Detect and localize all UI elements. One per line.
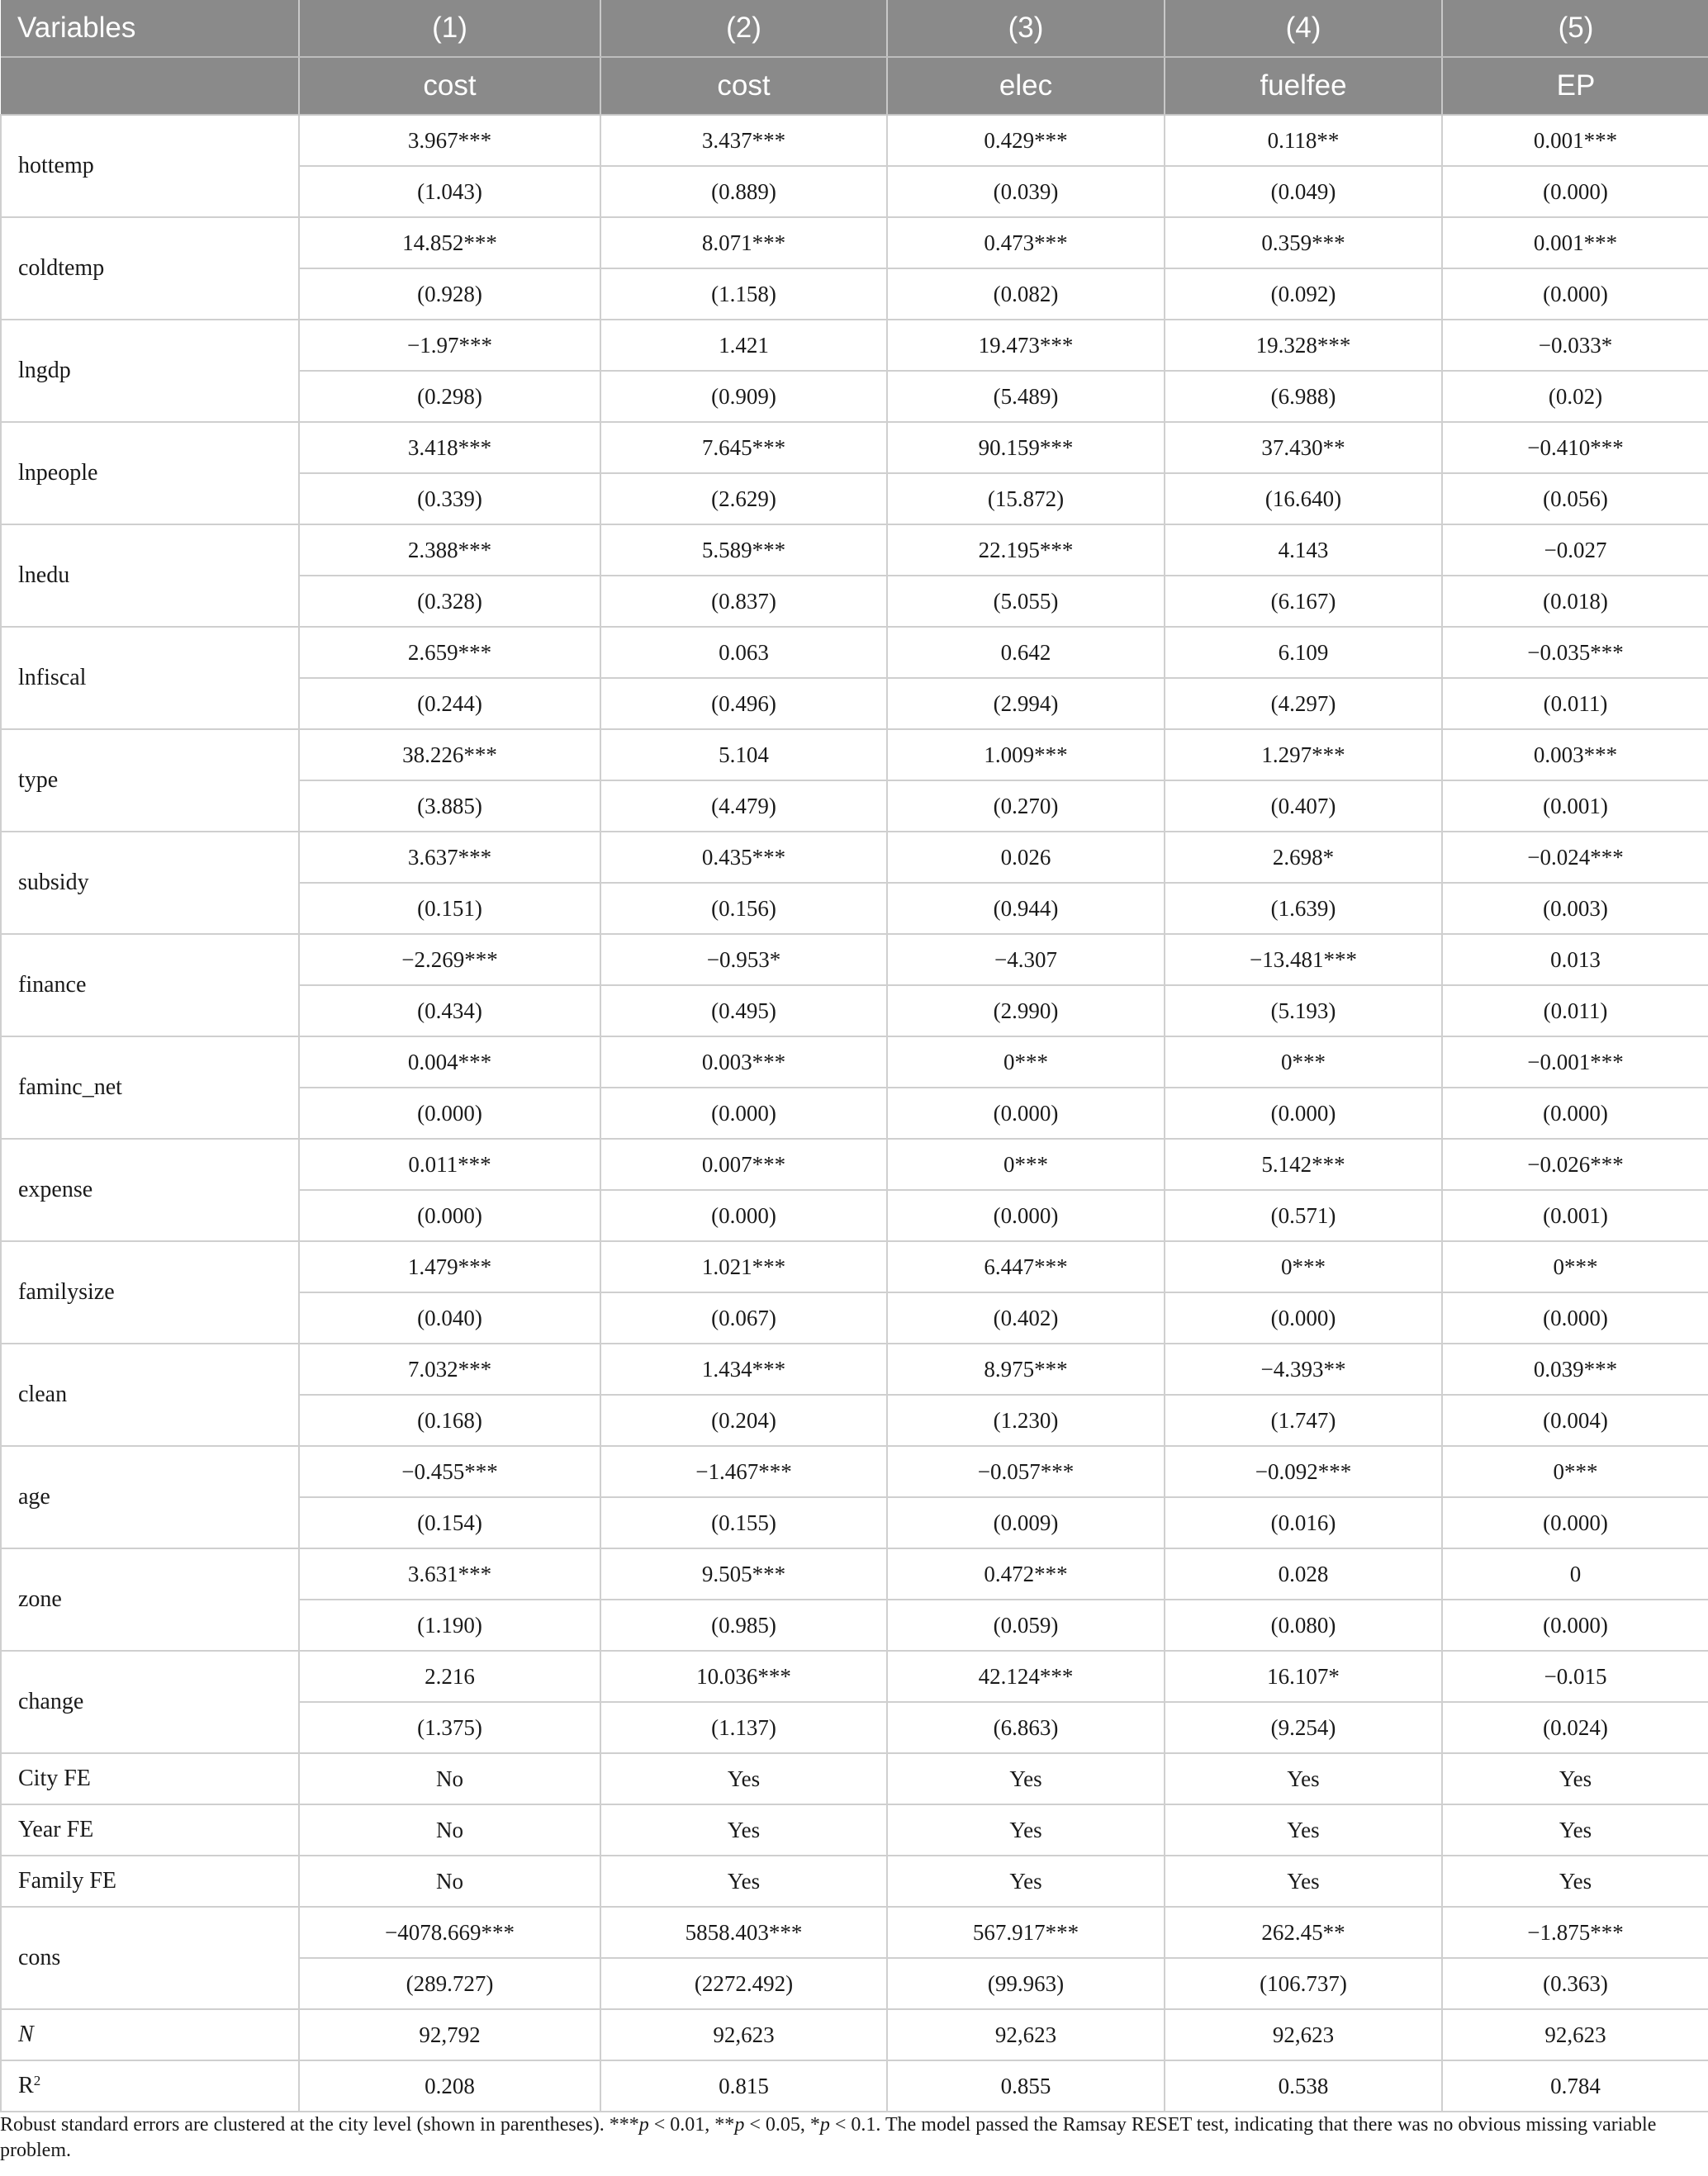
coefficient-cell: 5858.403*** — [600, 1907, 887, 1958]
standard-error-cell: (0.040) — [299, 1292, 600, 1344]
coefficient-cell: 3.631*** — [299, 1548, 600, 1600]
standard-error-cell: (0.000) — [1442, 1088, 1708, 1139]
standard-error-cell: (0.168) — [299, 1395, 600, 1446]
r-squared-superscript: 2 — [33, 2073, 41, 2088]
standard-error-cell: (0.000) — [1442, 1600, 1708, 1651]
standard-error-cell: (0.000) — [1442, 268, 1708, 320]
column-number-header: (3) — [887, 0, 1165, 57]
coefficient-cell: 1.009*** — [887, 729, 1165, 780]
coefficient-cell: 5.104 — [600, 729, 887, 780]
coefficient-cell: 8.975*** — [887, 1344, 1165, 1395]
coefficient-cell: 7.645*** — [600, 422, 887, 473]
standard-error-cell: (6.988) — [1165, 371, 1442, 422]
dependent-variable-header: cost — [600, 57, 887, 115]
standard-error-cell: (0.009) — [887, 1497, 1165, 1548]
standard-error-cell: (0.156) — [600, 883, 887, 934]
standard-error-cell: (0.004) — [1442, 1395, 1708, 1446]
standard-error-cell: (0.339) — [299, 473, 600, 524]
standard-error-cell: (0.909) — [600, 371, 887, 422]
coefficient-cell: −0.033* — [1442, 320, 1708, 371]
observations-value: 92,792 — [299, 2009, 600, 2060]
coefficient-cell: −0.027 — [1442, 524, 1708, 576]
footnote-italic-p: p — [638, 2114, 649, 2136]
standard-error-cell: (2.990) — [887, 985, 1165, 1036]
standard-error-cell: (0.082) — [887, 268, 1165, 320]
standard-error-cell: (0.018) — [1442, 576, 1708, 627]
coefficient-cell: −13.481*** — [1165, 934, 1442, 985]
coefficient-cell: −0.057*** — [887, 1446, 1165, 1497]
standard-error-cell: (0.407) — [1165, 780, 1442, 832]
coefficient-cell: 6.447*** — [887, 1241, 1165, 1292]
coefficient-cell: −0.953* — [600, 934, 887, 985]
coefficient-cell: −0.455*** — [299, 1446, 600, 1497]
coefficient-cell: 8.071*** — [600, 217, 887, 268]
coefficient-cell: 90.159*** — [887, 422, 1165, 473]
standard-error-cell: (0.496) — [600, 678, 887, 729]
variable-name-cell: expense — [1, 1139, 299, 1241]
observations-value: 92,623 — [1165, 2009, 1442, 2060]
coefficient-cell: −1.875*** — [1442, 1907, 1708, 1958]
standard-error-cell: (2.629) — [600, 473, 887, 524]
coefficient-cell: 0.001*** — [1442, 115, 1708, 166]
variable-expense-coef-row — [1, 1139, 1708, 1190]
r-squared-value: 0.208 — [299, 2060, 600, 2112]
fixed-effect-row — [1, 1753, 1708, 1804]
fixed-effect-row — [1, 1804, 1708, 1856]
variable-name-cell: change — [1, 1651, 299, 1753]
variable-hottemp-coef-row — [1, 115, 1708, 166]
coefficient-cell: 10.036*** — [600, 1651, 887, 1702]
header-row-numbers — [1, 0, 1708, 57]
standard-error-cell: (5.193) — [1165, 985, 1442, 1036]
coefficient-cell: 1.021*** — [600, 1241, 887, 1292]
variable-finance-coef-row — [1, 934, 1708, 985]
standard-error-cell: (5.055) — [887, 576, 1165, 627]
coefficient-cell: 0.003*** — [1442, 729, 1708, 780]
standard-error-cell: (0.011) — [1442, 678, 1708, 729]
coefficient-cell: 37.430** — [1165, 422, 1442, 473]
coefficient-cell: −2.269*** — [299, 934, 600, 985]
standard-error-cell: (9.254) — [1165, 1702, 1442, 1753]
standard-error-cell: (0.928) — [299, 268, 600, 320]
table-footnote — [0, 2112, 1701, 2164]
coefficient-cell: 0*** — [887, 1036, 1165, 1088]
coefficient-cell: 0.039*** — [1442, 1344, 1708, 1395]
standard-error-cell: (0.000) — [299, 1088, 600, 1139]
coefficient-cell: 14.852*** — [299, 217, 600, 268]
standard-error-cell: (3.885) — [299, 780, 600, 832]
variable-name-cell: subsidy — [1, 832, 299, 934]
coefficient-cell: 0.001*** — [1442, 217, 1708, 268]
coefficient-cell: 0.429*** — [887, 115, 1165, 166]
coefficient-cell: 0.026 — [887, 832, 1165, 883]
coefficient-cell: 4.143 — [1165, 524, 1442, 576]
header-row-dependent-vars — [1, 57, 1708, 115]
standard-error-cell: (0.155) — [600, 1497, 887, 1548]
standard-error-cell: (2.994) — [887, 678, 1165, 729]
fixed-effect-value: Yes — [1442, 1856, 1708, 1907]
standard-error-cell: (106.737) — [1165, 1958, 1442, 2009]
coefficient-cell: 2.216 — [299, 1651, 600, 1702]
coefficient-cell: 0.063 — [600, 627, 887, 678]
r-squared-letter: R — [18, 2073, 34, 2098]
fixed-effect-value: No — [299, 1856, 600, 1907]
coefficient-cell: 3.437*** — [600, 115, 887, 166]
standard-error-cell: (0.298) — [299, 371, 600, 422]
standard-error-cell: (0.434) — [299, 985, 600, 1036]
coefficient-cell: 0*** — [887, 1139, 1165, 1190]
variable-name-cell: hottemp — [1, 115, 299, 217]
variable-faminc_net-coef-row — [1, 1036, 1708, 1088]
fixed-effect-label: City FE — [1, 1753, 299, 1804]
fixed-effect-value: Yes — [1165, 1856, 1442, 1907]
standard-error-cell: (99.963) — [887, 1958, 1165, 2009]
constant-coef-row — [1, 1907, 1708, 1958]
footnote-text: < 0.05, * — [744, 2114, 820, 2136]
coefficient-cell: −0.001*** — [1442, 1036, 1708, 1088]
standard-error-cell: (0.000) — [1165, 1292, 1442, 1344]
coefficient-cell: 38.226*** — [299, 729, 600, 780]
variable-lnpeople-coef-row — [1, 422, 1708, 473]
standard-error-cell: (1.137) — [600, 1702, 887, 1753]
coefficient-cell: 2.698* — [1165, 832, 1442, 883]
fixed-effect-label: Family FE — [1, 1856, 299, 1907]
standard-error-cell: (5.489) — [887, 371, 1165, 422]
coefficient-cell: 0*** — [1442, 1241, 1708, 1292]
standard-error-cell: (6.167) — [1165, 576, 1442, 627]
standard-error-cell: (0.003) — [1442, 883, 1708, 934]
standard-error-cell: (2272.492) — [600, 1958, 887, 2009]
coefficient-cell: −4.307 — [887, 934, 1165, 985]
coefficient-cell: 0*** — [1165, 1241, 1442, 1292]
fixed-effect-value: Yes — [887, 1753, 1165, 1804]
standard-error-cell: (1.639) — [1165, 883, 1442, 934]
standard-error-cell: (0.001) — [1442, 780, 1708, 832]
coefficient-cell: 2.388*** — [299, 524, 600, 576]
dependent-variable-header: EP — [1442, 57, 1708, 115]
standard-error-cell: (1.375) — [299, 1702, 600, 1753]
standard-error-cell: (0.244) — [299, 678, 600, 729]
coefficient-cell: 16.107* — [1165, 1651, 1442, 1702]
standard-error-cell: (0.154) — [299, 1497, 600, 1548]
coefficient-cell: 5.142*** — [1165, 1139, 1442, 1190]
footnote-italic-p: p — [734, 2114, 745, 2136]
coefficient-cell: 5.589*** — [600, 524, 887, 576]
coefficient-cell: 0.359*** — [1165, 217, 1442, 268]
coefficient-cell: −1.467*** — [600, 1446, 887, 1497]
coefficient-cell: 0.003*** — [600, 1036, 887, 1088]
footnote-italic-p: p — [819, 2114, 830, 2136]
coefficient-cell: 0.028 — [1165, 1548, 1442, 1600]
fixed-effect-value: Yes — [887, 1856, 1165, 1907]
variable-name-cell: zone — [1, 1548, 299, 1651]
variable-name-cell: lnedu — [1, 524, 299, 627]
standard-error-cell: (15.872) — [887, 473, 1165, 524]
standard-error-cell: (1.190) — [299, 1600, 600, 1651]
standard-error-cell: (0.363) — [1442, 1958, 1708, 2009]
variable-name-cell: lnpeople — [1, 422, 299, 524]
coefficient-cell: 0.473*** — [887, 217, 1165, 268]
standard-error-cell: (1.747) — [1165, 1395, 1442, 1446]
coefficient-cell: 2.659*** — [299, 627, 600, 678]
variable-coldtemp-coef-row — [1, 217, 1708, 268]
standard-error-cell: (0.000) — [1442, 166, 1708, 217]
fixed-effect-value: Yes — [1165, 1753, 1442, 1804]
fixed-effect-value: Yes — [1442, 1804, 1708, 1856]
coefficient-cell: −1.97*** — [299, 320, 600, 371]
column-number-header: (5) — [1442, 0, 1708, 57]
variable-name-cell: lnfiscal — [1, 627, 299, 729]
footnote-text: < 0.1. The model passed the Ramsay RESET test, indicating that there was no obvious missing variable problem. — [0, 2114, 1657, 2161]
fixed-effect-label: Year FE — [1, 1804, 299, 1856]
variables-header: Variables — [1, 0, 299, 57]
observations-label: N — [1, 2009, 299, 2060]
coefficient-cell: 0*** — [1165, 1036, 1442, 1088]
fixed-effect-value: Yes — [600, 1856, 887, 1907]
column-number-header: (4) — [1165, 0, 1442, 57]
variable-familysize-coef-row — [1, 1241, 1708, 1292]
standard-error-cell: (0.944) — [887, 883, 1165, 934]
coefficient-cell: 567.917*** — [887, 1907, 1165, 1958]
r-squared-label — [1, 2060, 299, 2112]
standard-error-cell: (0.837) — [600, 576, 887, 627]
standard-error-cell: (0.270) — [887, 780, 1165, 832]
coefficient-cell: 0.004*** — [299, 1036, 600, 1088]
coefficient-cell: 7.032*** — [299, 1344, 600, 1395]
dependent-variable-header: elec — [887, 57, 1165, 115]
r-squared-row — [1, 2060, 1708, 2112]
variable-name-cell: familysize — [1, 1241, 299, 1344]
standard-error-cell: (0.092) — [1165, 268, 1442, 320]
standard-error-cell: (0.000) — [600, 1088, 887, 1139]
observations-value: 92,623 — [887, 2009, 1165, 2060]
coefficient-cell: 3.637*** — [299, 832, 600, 883]
standard-error-cell: (0.204) — [600, 1395, 887, 1446]
coefficient-cell: 1.421 — [600, 320, 887, 371]
observations-value: 92,623 — [600, 2009, 887, 2060]
coefficient-cell: 19.473*** — [887, 320, 1165, 371]
standard-error-cell: (1.043) — [299, 166, 600, 217]
fixed-effect-value: Yes — [600, 1753, 887, 1804]
coefficient-cell: −0.035*** — [1442, 627, 1708, 678]
coefficient-cell: 3.418*** — [299, 422, 600, 473]
variable-zone-coef-row — [1, 1548, 1708, 1600]
standard-error-cell: (0.000) — [600, 1190, 887, 1241]
standard-error-cell: (0.049) — [1165, 166, 1442, 217]
fixed-effect-value: Yes — [1442, 1753, 1708, 1804]
variable-name-cell: clean — [1, 1344, 299, 1446]
column-number-header: (1) — [299, 0, 600, 57]
standard-error-cell: (0.02) — [1442, 371, 1708, 422]
standard-error-cell: (16.640) — [1165, 473, 1442, 524]
variable-name-cell: faminc_net — [1, 1036, 299, 1139]
dependent-variable-header: cost — [299, 57, 600, 115]
variable-type-coef-row — [1, 729, 1708, 780]
fixed-effect-row — [1, 1856, 1708, 1907]
standard-error-cell: (0.328) — [299, 576, 600, 627]
coefficient-cell: 22.195*** — [887, 524, 1165, 576]
coefficient-cell: 6.109 — [1165, 627, 1442, 678]
fixed-effect-value: No — [299, 1804, 600, 1856]
r-squared-value: 0.538 — [1165, 2060, 1442, 2112]
coefficient-cell: 0.011*** — [299, 1139, 600, 1190]
r-squared-value: 0.815 — [600, 2060, 887, 2112]
standard-error-cell: (0.985) — [600, 1600, 887, 1651]
variable-subsidy-coef-row — [1, 832, 1708, 883]
coefficient-cell: 19.328*** — [1165, 320, 1442, 371]
coefficient-cell: 1.297*** — [1165, 729, 1442, 780]
variable-name-cell: age — [1, 1446, 299, 1548]
coefficient-cell: −0.092*** — [1165, 1446, 1442, 1497]
coefficient-cell: 0.435*** — [600, 832, 887, 883]
coefficient-cell: 0*** — [1442, 1446, 1708, 1497]
variable-name-cell: cons — [1, 1907, 299, 2009]
table-body — [1, 115, 1708, 2112]
standard-error-cell: (0.056) — [1442, 473, 1708, 524]
r-squared-value: 0.784 — [1442, 2060, 1708, 2112]
coefficient-cell: 0.118** — [1165, 115, 1442, 166]
standard-error-cell: (6.863) — [887, 1702, 1165, 1753]
standard-error-cell: (0.402) — [887, 1292, 1165, 1344]
coefficient-cell: 0.007*** — [600, 1139, 887, 1190]
coefficient-cell: −4.393** — [1165, 1344, 1442, 1395]
header-blank-cell — [1, 57, 299, 115]
coefficient-cell: 9.505*** — [600, 1548, 887, 1600]
observations-row — [1, 2009, 1708, 2060]
coefficient-cell: 1.434*** — [600, 1344, 887, 1395]
variable-name-cell: type — [1, 729, 299, 832]
variable-name-cell: lngdp — [1, 320, 299, 422]
standard-error-cell: (0.000) — [887, 1190, 1165, 1241]
standard-error-cell: (4.297) — [1165, 678, 1442, 729]
dependent-variable-header: fuelfee — [1165, 57, 1442, 115]
variable-change-coef-row — [1, 1651, 1708, 1702]
standard-error-cell: (0.011) — [1442, 985, 1708, 1036]
standard-error-cell: (0.000) — [1165, 1088, 1442, 1139]
standard-error-cell: (1.230) — [887, 1395, 1165, 1446]
standard-error-cell: (0.571) — [1165, 1190, 1442, 1241]
standard-error-cell: (289.727) — [299, 1958, 600, 2009]
standard-error-cell: (0.016) — [1165, 1497, 1442, 1548]
variable-age-coef-row — [1, 1446, 1708, 1497]
coefficient-cell: 42.124*** — [887, 1651, 1165, 1702]
standard-error-cell: (0.000) — [887, 1088, 1165, 1139]
coefficient-cell: 1.479*** — [299, 1241, 600, 1292]
standard-error-cell: (1.158) — [600, 268, 887, 320]
variable-clean-coef-row — [1, 1344, 1708, 1395]
standard-error-cell: (0.001) — [1442, 1190, 1708, 1241]
coefficient-cell: −0.410*** — [1442, 422, 1708, 473]
coefficient-cell: −0.024*** — [1442, 832, 1708, 883]
standard-error-cell: (0.000) — [1442, 1292, 1708, 1344]
standard-error-cell: (0.889) — [600, 166, 887, 217]
standard-error-cell: (0.495) — [600, 985, 887, 1036]
variable-name-cell: coldtemp — [1, 217, 299, 320]
fixed-effect-value: No — [299, 1753, 600, 1804]
coefficient-cell: 0.013 — [1442, 934, 1708, 985]
coefficient-cell: 262.45** — [1165, 1907, 1442, 1958]
standard-error-cell: (0.059) — [887, 1600, 1165, 1651]
coefficient-cell: 0.642 — [887, 627, 1165, 678]
coefficient-cell: −0.015 — [1442, 1651, 1708, 1702]
variable-name-cell: finance — [1, 934, 299, 1036]
variable-lnfiscal-coef-row — [1, 627, 1708, 678]
table-header — [1, 0, 1708, 115]
fixed-effect-value: Yes — [1165, 1804, 1442, 1856]
footnote-text: Robust standard errors are clustered at the city level (shown in parentheses). *** — [0, 2114, 639, 2136]
standard-error-cell: (0.024) — [1442, 1702, 1708, 1753]
fixed-effect-value: Yes — [887, 1804, 1165, 1856]
standard-error-cell: (0.000) — [1442, 1497, 1708, 1548]
r-squared-value: 0.855 — [887, 2060, 1165, 2112]
standard-error-cell: (0.151) — [299, 883, 600, 934]
coefficient-cell: 3.967*** — [299, 115, 600, 166]
footnote-text: < 0.01, ** — [648, 2114, 735, 2136]
standard-error-cell: (0.067) — [600, 1292, 887, 1344]
standard-error-cell: (0.039) — [887, 166, 1165, 217]
variable-lngdp-coef-row — [1, 320, 1708, 371]
standard-error-cell: (4.479) — [600, 780, 887, 832]
column-number-header: (2) — [600, 0, 887, 57]
coefficient-cell: −4078.669*** — [299, 1907, 600, 1958]
fixed-effect-value: Yes — [600, 1804, 887, 1856]
variable-lnedu-coef-row — [1, 524, 1708, 576]
standard-error-cell: (0.080) — [1165, 1600, 1442, 1651]
observations-value: 92,623 — [1442, 2009, 1708, 2060]
coefficient-cell: 0 — [1442, 1548, 1708, 1600]
coefficient-cell: −0.026*** — [1442, 1139, 1708, 1190]
standard-error-cell: (0.000) — [299, 1190, 600, 1241]
coefficient-cell: 0.472*** — [887, 1548, 1165, 1600]
